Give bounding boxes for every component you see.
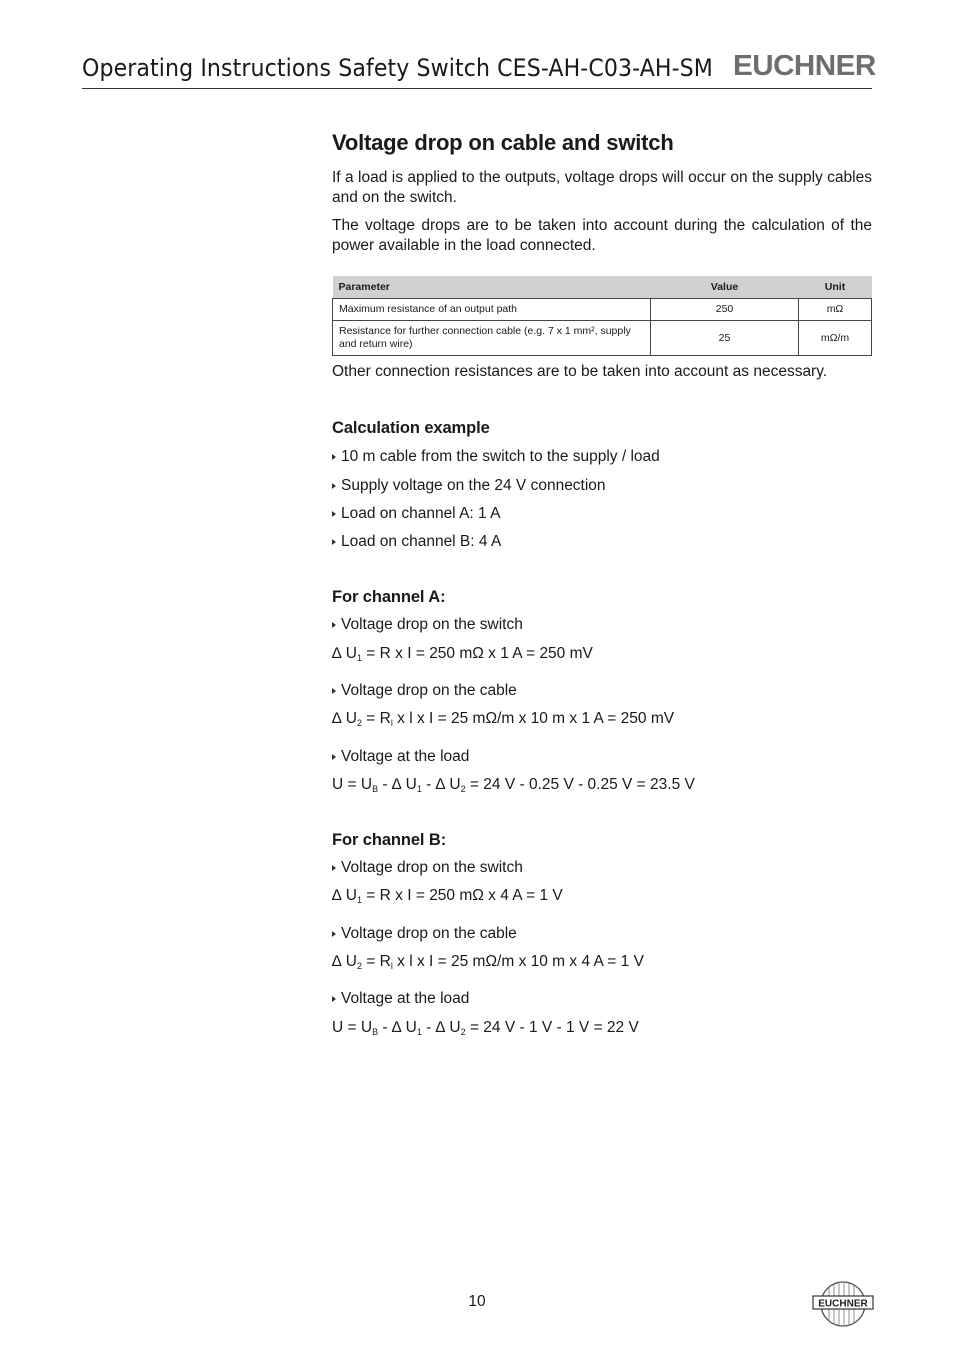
channel-b-switch-formula: ∆ $U_1 = R$ x I = 250 mΩ x 4 A = 1 V [332, 887, 563, 905]
list-item: Load on channel A: 1 A [332, 504, 872, 524]
intro-paragraph-2: The voltage drops are to be taken into account during the calculation of the power available in the load connected. [332, 217, 872, 254]
section-title: Voltage drop on cable and switch [332, 130, 674, 155]
bullet-triangle-icon [332, 622, 336, 628]
channel-a-load-formula: $U = U_B$ - ∆ $U_1$ - ∆ $U_2 = 24$ V - 0.25 V - 0.25 V = 23.5 V [332, 776, 695, 794]
table-cell: 25 [651, 321, 799, 356]
intro-paragraph-1: If a load is applied to the outputs, voltage drops will occur on the supply cables and on the switch. [332, 169, 872, 206]
bullet-triangle-icon [332, 865, 336, 871]
calculation-example-title: Calculation example [332, 419, 490, 437]
table-cell: Resistance for further connection cable (e.g. 7 x 1 mm², supply and return wire) [333, 321, 651, 356]
column-header-value: Value [651, 276, 799, 299]
list-item: Load on channel B: 4 A [332, 532, 872, 552]
brand-logo: EUCHNER [733, 50, 876, 82]
page-number: 10 [468, 1293, 486, 1310]
bullet-triangle-icon [332, 931, 336, 937]
channel-b-cable-label: Voltage drop on the cable [332, 924, 872, 944]
main-content [332, 130, 872, 1038]
table-cell: Maximum resistance of an output path [333, 299, 651, 321]
bullet-triangle-icon [332, 996, 336, 1002]
table-cell: 250 [651, 299, 799, 321]
channel-a-cable-formula: ∆ $U_2 = R_l$ x l x I = 25 mΩ/m x 10 m x 1 A = 250 mV [332, 710, 675, 728]
channel-a-load-label: Voltage at the load [332, 747, 872, 767]
table-cell: mΩ/m [799, 321, 872, 356]
bullet-triangle-icon [332, 688, 336, 694]
page-header-title: Operating Instructions Safety Switch CES-AH-C03-AH-SM [82, 54, 713, 82]
channel-b-cable-formula: ∆ $U_2 = R_l$ x l x I = 25 mΩ/m x 10 m x 4 A = 1 V [332, 953, 644, 971]
bullet-triangle-icon [332, 754, 336, 760]
bullet-triangle-icon [332, 483, 336, 489]
logo-text: EUCHNER [818, 1298, 868, 1310]
table-row [333, 321, 872, 356]
bullet-triangle-icon [332, 539, 336, 545]
list-item: 10 m cable from the switch to the supply / load [332, 447, 872, 467]
resistance-table [332, 276, 872, 356]
table-header-row [333, 276, 872, 299]
channel-b-load-formula: $U = U_B$ - ∆ $U_1$ - ∆ $U_2 = 24$ V - 1 V - 1 V = 22 V [332, 1019, 639, 1037]
column-header-parameter: Parameter [333, 276, 651, 299]
header-divider [82, 88, 872, 89]
channel-a-switch-label: Voltage drop on the switch [332, 615, 872, 635]
table-row [333, 299, 872, 321]
table-cell: mΩ [799, 299, 872, 321]
euchner-seal-logo [812, 1280, 874, 1328]
channel-a-title: For channel A: [332, 588, 446, 606]
bullet-triangle-icon [332, 454, 336, 460]
channel-b-load-label: Voltage at the load [332, 989, 872, 1009]
list-item: Supply voltage on the 24 V connection [332, 476, 872, 496]
channel-b-switch-label: Voltage drop on the switch [332, 858, 872, 878]
channel-a-cable-label: Voltage drop on the cable [332, 681, 872, 701]
connection-resistance-note: Other connection resistances are to be taken into account as necessary. [332, 363, 828, 380]
channel-a-switch-formula: ∆ $U_1 = R$ x I = 250 mΩ x 1 A = 250 mV [332, 645, 593, 663]
channel-b-title: For channel B: [332, 831, 447, 849]
column-header-unit: Unit [799, 276, 872, 299]
bullet-triangle-icon [332, 511, 336, 517]
